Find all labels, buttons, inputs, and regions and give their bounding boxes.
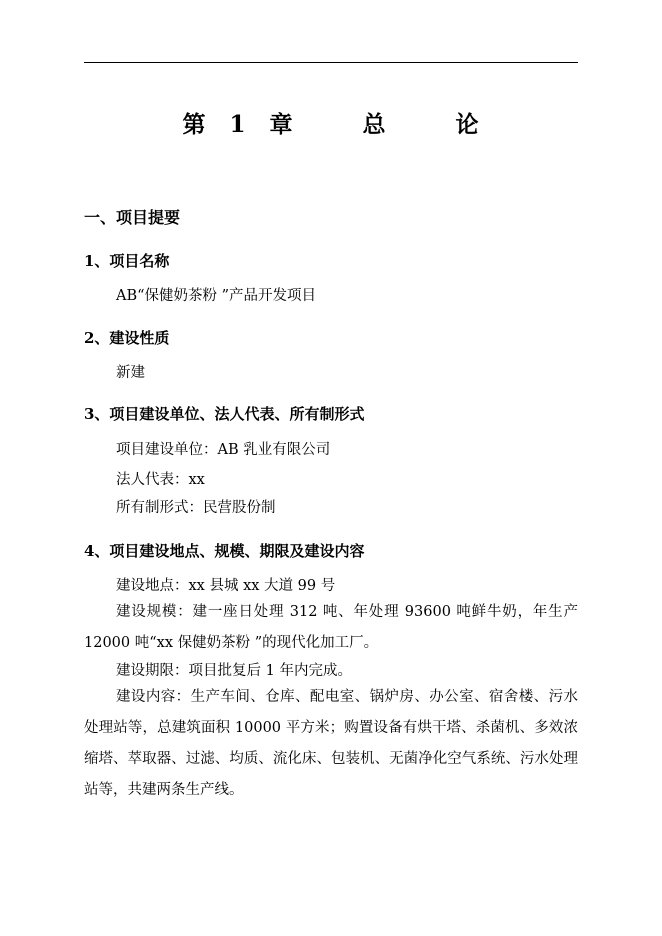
legal-representative-text: 法人代表：xx (116, 472, 205, 488)
construction-nature-text: 新建 (116, 365, 145, 381)
item-heading-location-scale: 4、项目建设地点、规模、期限及建设内容 (84, 542, 365, 560)
builder-unit-text: 项目建设单位：AB 乳业有限公司 (116, 442, 331, 458)
construction-period-text: 建设期限：项目批复后 1 年内完成。 (116, 663, 352, 679)
header-rule (84, 62, 578, 63)
project-name-text: AB“保健奶茶粉 ”产品开发项目 (116, 288, 317, 304)
chapter-title: 第 1 章 总 论 (182, 111, 480, 138)
item-heading-construction-nature: 2、建设性质 (84, 329, 170, 347)
construction-scale-text: 建设规模：建一座日处理 312 吨、年处理 93600 吨鲜牛奶，年生产 12000 吨“xx 保健奶茶粉 ”的现代化加工厂。 (84, 604, 578, 651)
item-heading-builder-info: 3、项目建设单位、法人代表、所有制形式 (84, 405, 365, 423)
section-heading: 一、项目提要 (84, 208, 181, 227)
construction-location-text: 建设地点：xx 县城 xx 大道 99 号 (116, 578, 336, 594)
construction-content-text: 建设内容：生产车间、仓库、配电室、锅炉房、办公室、宿舍楼、污水处理站等，总建筑面积 10000 平方米；购置设备有烘干塔、杀菌机、多效浓缩塔、萃取器、过滤、均质、流化床、包装机、无菌净化空气系统、污水处理站等，共建两条生产线。 (84, 689, 578, 798)
item-heading-project-name: 1、项目名称 (84, 252, 170, 270)
ownership-form-text: 所有制形式：民营股份制 (116, 500, 276, 516)
